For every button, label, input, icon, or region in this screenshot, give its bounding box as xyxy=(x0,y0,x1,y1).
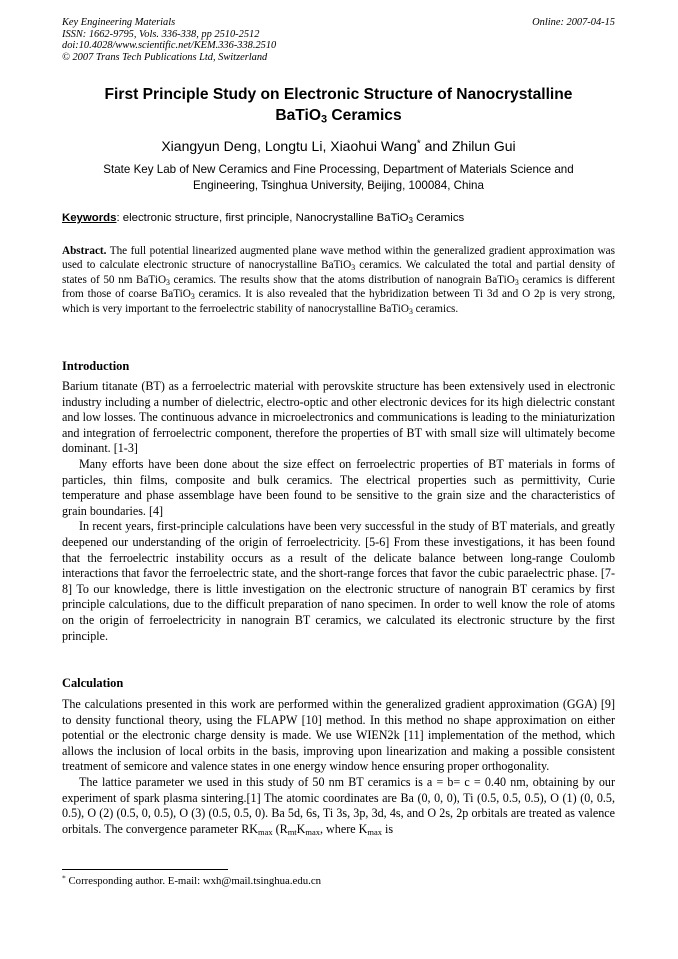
calculation-section xyxy=(62,697,615,837)
abstract xyxy=(62,244,615,316)
abstract-subscript: 3 xyxy=(190,292,195,302)
abstract-subscript: 3 xyxy=(166,277,170,287)
abstract-text: ceramics. xyxy=(412,302,459,315)
abstract-text: ceramics is different from those of coarse BaTiO xyxy=(62,273,616,301)
calculation-paragraph-1: The calculations presented in this work are performed within the generalized gradient approximation (GGA) [9] to density functional theory, using the FLAPW [10] method. In this method no shape approximation on either potential or the electronic charge density is made. We use WIEN2k [11] implementation of the method, which allows the inclusion of local orbits in the basis, improving upon linearization and making a possible consistent treatment of semicore and valence states in one energy window hence ensuring proper orthogonality. xyxy=(62,697,615,774)
calc-text: is xyxy=(381,821,394,836)
issn-line: ISSN: 1662-9795, Vols. 336-338, pp 2510-2512 xyxy=(62,28,260,40)
calc-subscript: max xyxy=(258,826,273,837)
title-subscript: 3 xyxy=(321,113,328,126)
introduction-heading: Introduction xyxy=(62,359,130,373)
title-line-2 xyxy=(62,105,615,126)
abstract-subscript: 3 xyxy=(351,263,356,273)
journal-header xyxy=(62,17,615,63)
abstract-text: ceramics. The results show that the atoms distribution of nanograin BaTiO xyxy=(169,273,515,286)
affiliation xyxy=(62,162,615,193)
authors-last: and Zhilun Gui xyxy=(420,138,516,154)
keywords-colon: : xyxy=(116,212,120,224)
abstract-label: Abstract. xyxy=(62,245,107,257)
keywords-suffix: Ceramics xyxy=(412,212,465,224)
paper-title xyxy=(62,84,615,126)
keywords-label: Keywords xyxy=(62,212,117,224)
title-suffix: Ceramics xyxy=(327,107,402,124)
calc-text: The lattice parameter we used in this study of 50 nm BT ceramics is a = b= c = 0.40 nm, obtaining by our experiment of spark plasma sintering.[1] The atomic coordinates are Ba (0, 0, 0), Ti (0.5, 0.5, 0.5), O (1) (0, 0.5, 0.5), O (2) (0.5, 0, 0.5), O (3) (0.5, 0.5, 0). Ba 5d, 6s, Ti 3s, 3p, 3d, 4s, and O 2s, 2p orbitals are treated as valence orbitals. The convergence parameter RK xyxy=(62,774,615,836)
authors-first: Xiangyun Deng, Longtu Li, Xiaohui Wang xyxy=(161,138,417,154)
calculation-heading: Calculation xyxy=(62,676,124,690)
author-list xyxy=(62,137,615,155)
title-line-1: First Principle Study on Electronic Structure of Nanocrystalline xyxy=(104,86,573,103)
keywords-line xyxy=(62,210,615,226)
doi-line: doi:10.4028/www.scientific.net/KEM.336-338.2510 xyxy=(62,40,277,52)
calc-text: K xyxy=(296,821,306,836)
introduction-paragraph-3: In recent years, first-principle calculations have been very successful in the study of BT materials, and greatly deepened our understanding of the origin of ferroelectricity. [5-6] From these investigations, it has been found that the ferroelectric instability occurs as a result of the delicate balance between long-range Coulomb interactions that favor the ferroelectric state, and the short-range forces that favor the cubic paraelectric phase. [7-8] To our knowledge, there is little investigation on the electronic structure of nanograin BT ceramics by first principle calculations, due to the difficult preparation of nano specimen. In order to well know the role of atoms on the origin of ferroelectricity in nanograin BT ceramics, we calculated its electronic structure by the first principle. xyxy=(62,519,615,643)
calc-subscript: mt xyxy=(287,826,297,837)
abstract-text: ceramics. We calculated the total and partial density of states of 50 nm BaTiO xyxy=(62,259,615,286)
affiliation-line-1: State Key Lab of New Ceramics and Fine Processing, Department of Materials Science and xyxy=(103,163,574,176)
copyright-line: © 2007 Trans Tech Publications Ltd, Switzerland xyxy=(62,51,268,63)
calc-subscript: max xyxy=(367,826,382,837)
title-formula: BaTiO xyxy=(275,107,321,124)
abstract-text: ceramics. It is also revealed that the hybridization between Ti 3d and O 2p is very strong, which is very important to the ferroelectric stability of nanocrystalline BaTiO xyxy=(62,288,615,315)
abstract-subscript: 3 xyxy=(514,277,519,287)
keywords-text: electronic structure, first principle, Nanocrystalline BaTiO xyxy=(119,212,409,224)
online-date: Online: 2007-04-15 xyxy=(532,17,615,28)
footnote-text: Corresponding author. E-mail: wxh@mail.tsinghua.edu.cn xyxy=(65,875,322,887)
calc-text: , where K xyxy=(320,821,368,836)
introduction-section xyxy=(62,379,615,644)
introduction-paragraph-2: Many efforts have been done about the size effect on ferroelectric properties of BT materials in forms of particles, thin films, composite and bulk ceramics. The electrical properties such as permittivity, Curie temperature and phase assemblage have been found to be sensitive to the grain size and the characteristics of grain boundaries. [4] xyxy=(62,456,615,518)
calc-subscript: max xyxy=(305,826,320,837)
footnote-divider xyxy=(62,869,228,870)
introduction-paragraph-1: Barium titanate (BT) as a ferroelectric material with perovskite structure has been extensively used in electronic industry including a number of dielectric, electro-optic and other electronic devices for its high dielectric constant and low losses. The continuous advance in microelectronics and communications is leading to the miniaturization and integration of ferroelectric component, therefore the properties of BT with small size will ultimately become dominant. [1-3] xyxy=(62,379,615,456)
abstract-subscript: 3 xyxy=(408,306,413,316)
corresponding-mark: * xyxy=(416,138,421,150)
calc-text: (R xyxy=(272,821,288,836)
journal-name: Key Engineering Materials xyxy=(62,17,176,28)
keywords-subscript: 3 xyxy=(408,215,413,225)
footnote xyxy=(62,875,615,888)
calculation-paragraph-2 xyxy=(62,775,615,837)
abstract-text: The full potential linearized augmented plane wave method within the generalized gradient approximation was used to calculate electronic structure of nanocrystalline BaTiO xyxy=(62,245,615,272)
footnote-mark: * xyxy=(62,873,66,883)
affiliation-line-2: Engineering, Tsinghua University, Beijing, 100084, China xyxy=(193,178,484,192)
